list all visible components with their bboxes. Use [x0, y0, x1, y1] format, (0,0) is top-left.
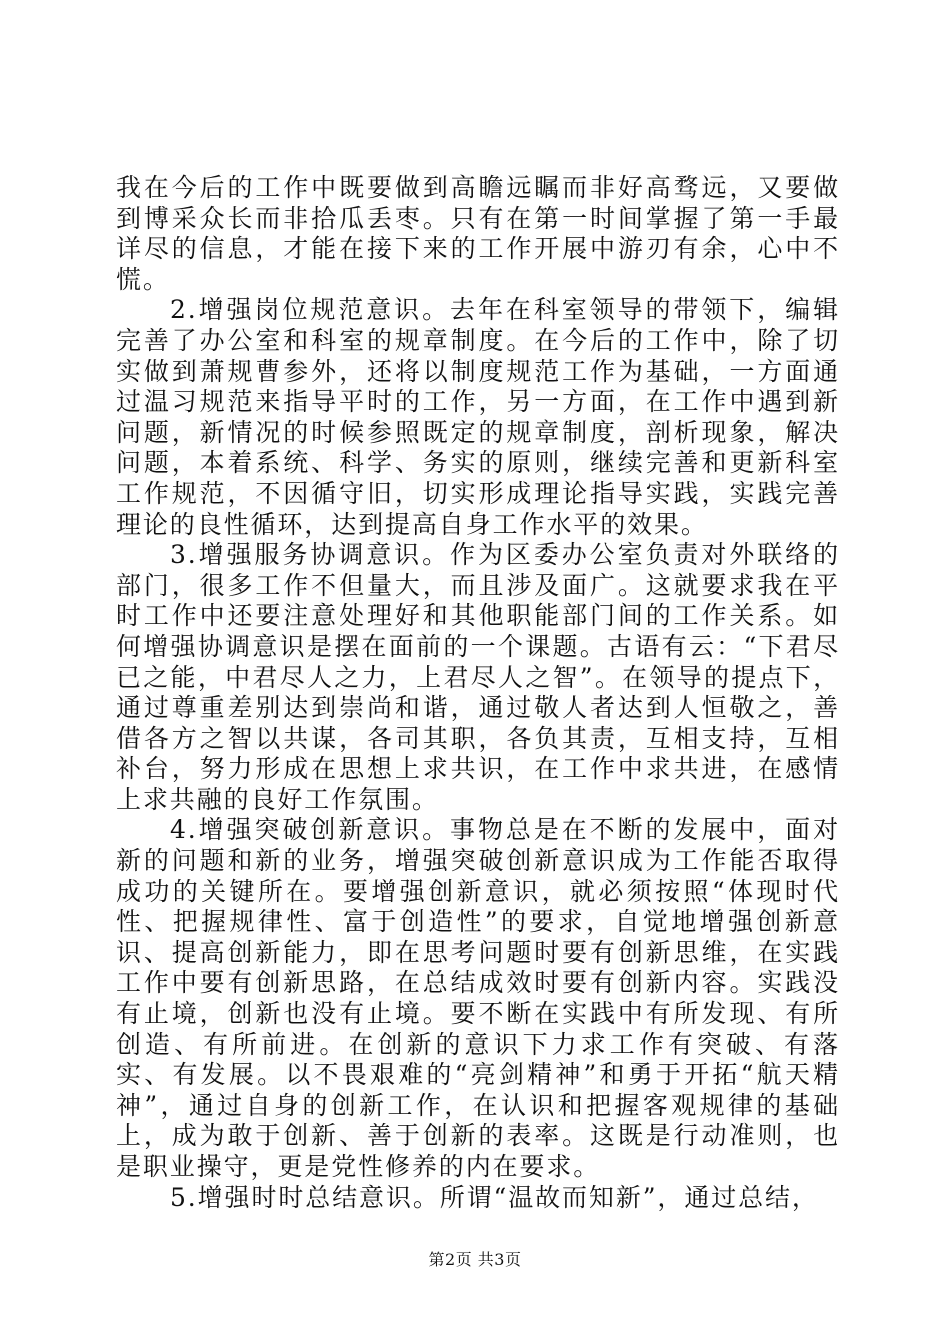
paragraph-post-standard-awareness: 2.增强岗位规范意识。去年在科室领导的带领下，编辑完善了办公室和科室的规章制度。在今后的工作中，除了切实做到萧规曹参外，还将以制度规范工作为基础，一方面通过温习规范来指导平时的工作，另一方面，在工作中遇到新问题，新情况的时候参照既定的规章制度，剖析现象，解决问题，本着系统、科学、务实的原则，继续完善和更新科室工作规范，不因循守旧，切实形成理论指导实践，实践完善理论的良性循环，达到提高自身工作水平的效果。	[116, 295, 840, 539]
paragraph-service-coordination: 3.增强服务协调意识。作为区委办公室负责对外联络的部门，很多工作不但量大，而且涉及面广。这就要求我在平时工作中还要注意处理好和其他职能部门间的工作关系。如何增强协调意识是摆在面前的一个课题。古语有云：“下君尽已之能，中君尽人之力，上君尽人之智”。在领导的提点下，通过尊重差别达到崇尚和谐，通过敬人者达到人恒敬之，善借各方之智以共谋，各司其职，各负其责，互相支持，互相补台，努力形成在思想上求共识，在工作中求共进，在感情上求共融的良好工作氛围。	[116, 540, 840, 814]
paragraph-innovation-awareness: 4.增强突破创新意识。事物总是在不断的发展中，面对新的问题和新的业务，增强突破创新意识成为工作能否取得成功的关键所在。要增强创新意识，就必须按照“体现时代性、把握规律性、富于创造性”的要求，自觉地增强创新意识、提高创新能力，即在思考问题时要有创新思维，在实践工作中要有创新思路，在总结成效时要有创新内容。实践没有止境，创新也没有止境。要不断在实践中有所发现、有所创造、有所前进。在创新的意识下力求工作有突破、有落实、有发展。以不畏艰难的“亮剑精神”和勇于开拓“航天精神”，通过自身的创新工作，在认识和把握客观规律的基础上，成为敢于创新、善于创新的表率。这既是行动准则，也是职业操守，更是党性修养的内在要求。	[116, 815, 840, 1181]
page-number-footer: 第2页 共3页	[428, 1250, 522, 1269]
document-body	[116, 173, 840, 1213]
paragraph-summary-awareness: 5.增强时时总结意识。所谓“温故而知新”，通过总结，	[170, 1182, 819, 1212]
paragraph-continuation: 我在今后的工作中既要做到高瞻远瞩而非好高骛远，又要做到博采众长而非拾瓜丢枣。只有在第一时间掌握了第一手最详尽的信息，才能在接下来的工作开展中游刃有余，心中不慌。	[116, 173, 840, 294]
